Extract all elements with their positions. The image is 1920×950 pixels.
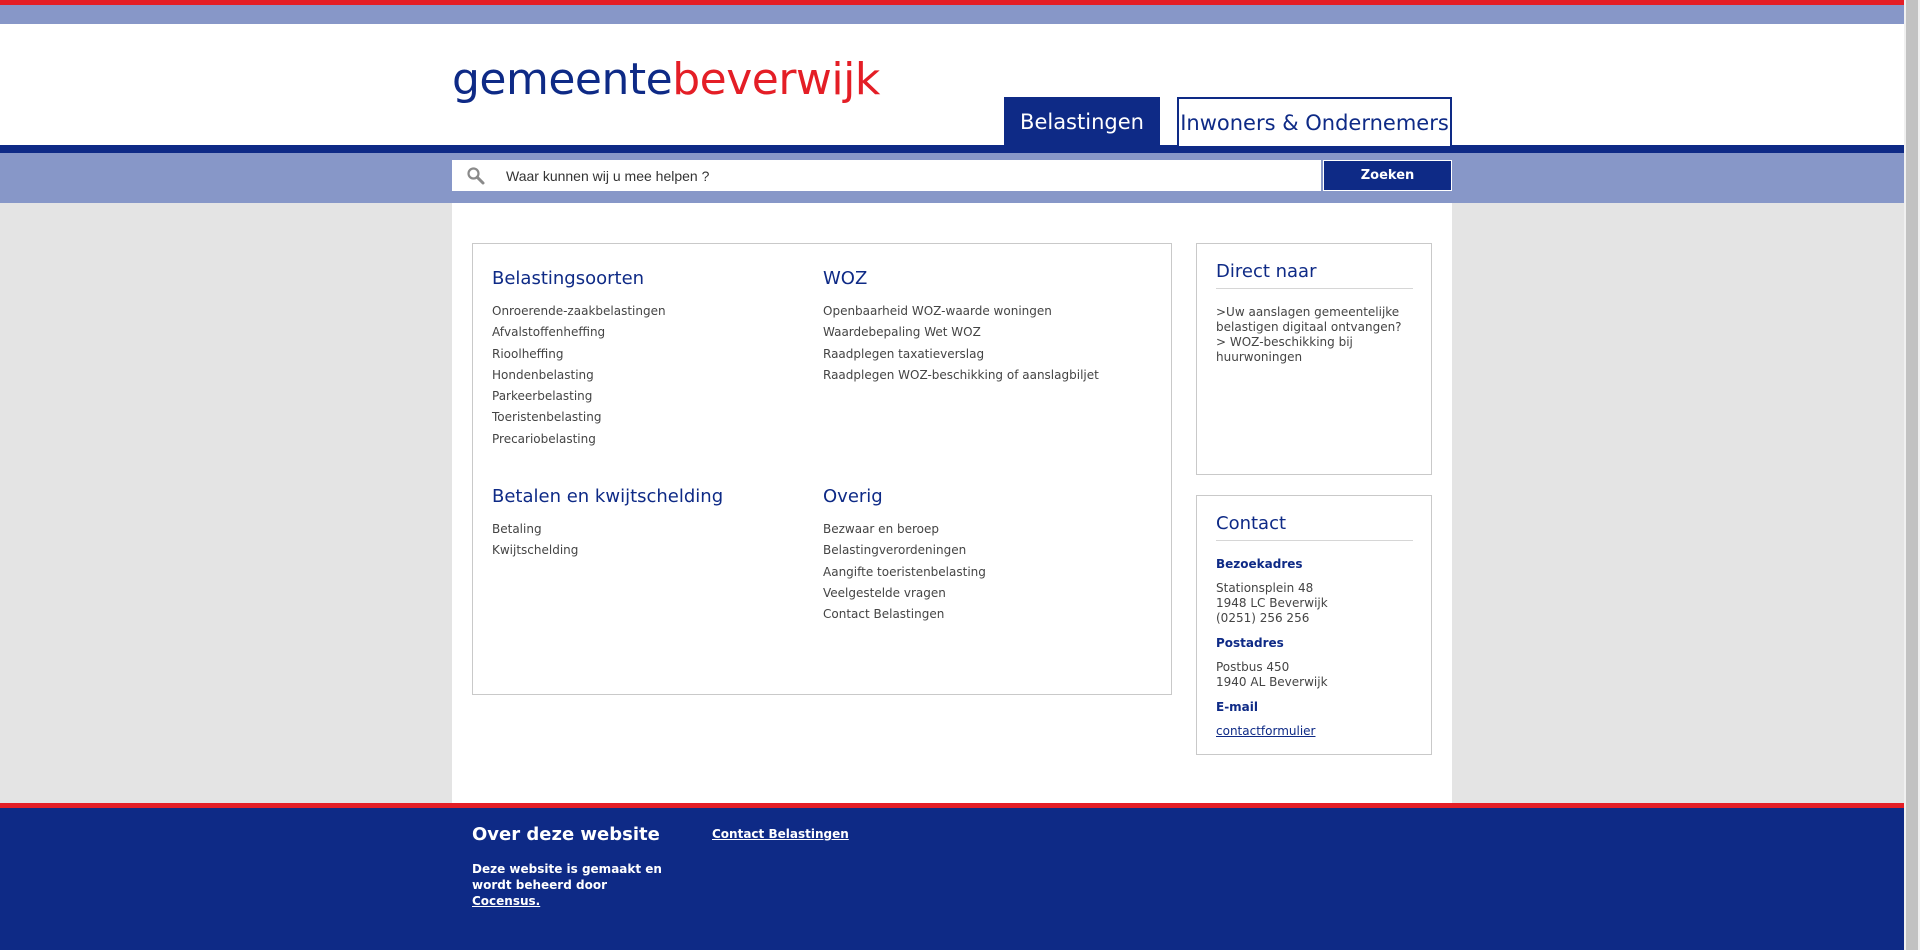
section-link[interactable]: Rioolheffing [492,346,564,361]
section-link[interactable]: Toeristenbelasting [492,410,602,425]
visit-line: Stationsplein 48 [1216,581,1314,595]
section-betalen-kwijtschelding [492,486,723,562]
search-icon [466,166,486,186]
logo-part-gemeente: gemeente [452,54,673,105]
direct-naar-panel [1196,243,1432,475]
section-link[interactable]: Contact Belastingen [823,607,945,622]
section-link[interactable]: Hondenbelasting [492,367,594,382]
direct-link-woz-huurwoningen[interactable]: > WOZ-beschikking bij huurwoningen [1216,335,1353,364]
section-link[interactable]: Veelgestelde vragen [823,585,946,600]
footer-text [472,861,662,909]
post-line: 1940 AL Beverwijk [1216,675,1328,689]
section-link[interactable]: Waardebepaling Wet WOZ [823,325,981,340]
section-link[interactable]: Parkeerbelasting [492,389,593,404]
section-link[interactable]: Betaling [492,522,542,536]
email-label: E-mail [1216,700,1259,714]
section-link[interactable]: Precariobelasting [492,431,596,446]
tab-belastingen[interactable]: Belastingen [1004,97,1160,146]
header [0,24,1904,145]
section-woz [823,268,1099,386]
section-title: Betalen en kwijtschelding [492,486,724,507]
visit-line: 1948 LC Beverwijk [1216,596,1328,610]
section-title: Belastingsoorten [492,268,645,289]
contact-panel [1196,495,1432,755]
section-overig [823,486,986,625]
main-content [452,203,1452,803]
section-link[interactable]: Openbaarheid WOZ-waarde woningen [823,304,1052,318]
direct-link-aanslagen[interactable]: >Uw aanslagen gemeentelijke belastigen digitaal ontvangen? [1216,305,1402,334]
section-link[interactable]: Bezwaar en beroep [823,522,939,536]
footer-contact-belastingen-link[interactable]: Contact Belastingen [712,827,849,841]
visit-address-label: Bezoekadres [1216,557,1303,571]
section-link[interactable]: Aangifte toeristenbelasting [823,564,986,579]
scrollbar-thumb[interactable] [1906,0,1918,950]
search-button[interactable]: Zoeken [1323,160,1452,191]
phone-number: (0251) 256 256 [1216,611,1310,625]
header-divider [0,145,1904,153]
section-belastingsoorten [492,268,666,450]
contact-title: Contact [1216,496,1413,541]
post-line: Postbus 450 [1216,660,1290,674]
footer-text-body: Deze website is gemaakt en wordt beheerd door [472,862,662,892]
section-link[interactable]: Onroerende-zaakbelastingen [492,304,666,318]
search-box [452,160,1321,191]
section-link[interactable]: Kwijtschelding [492,543,579,558]
footer [0,808,1904,950]
top-band [0,5,1904,24]
section-link[interactable]: Raadplegen WOZ-beschikking of aanslagbiljet [823,367,1099,382]
logo-part-beverwijk: beverwijk [672,54,880,105]
contactformulier-link[interactable]: contactformulier [1216,724,1316,738]
categories-panel [472,243,1172,695]
section-link[interactable]: Afvalstoffenheffing [492,325,606,340]
tab-inwoners-ondernemers[interactable]: Inwoners & Ondernemers [1177,97,1452,146]
post-address-label: Postadres [1216,636,1284,650]
footer-title: Over deze website [472,824,660,845]
site-logo[interactable] [452,54,880,105]
section-link[interactable]: Raadplegen taxatieverslag [823,346,985,361]
direct-title: Direct naar [1216,244,1413,289]
cocensus-link[interactable]: Cocensus. [472,894,541,908]
search-input[interactable] [506,168,1286,184]
section-link[interactable]: Belastingverordeningen [823,543,967,558]
section-title: WOZ [823,268,868,289]
section-title: Overig [823,486,883,507]
